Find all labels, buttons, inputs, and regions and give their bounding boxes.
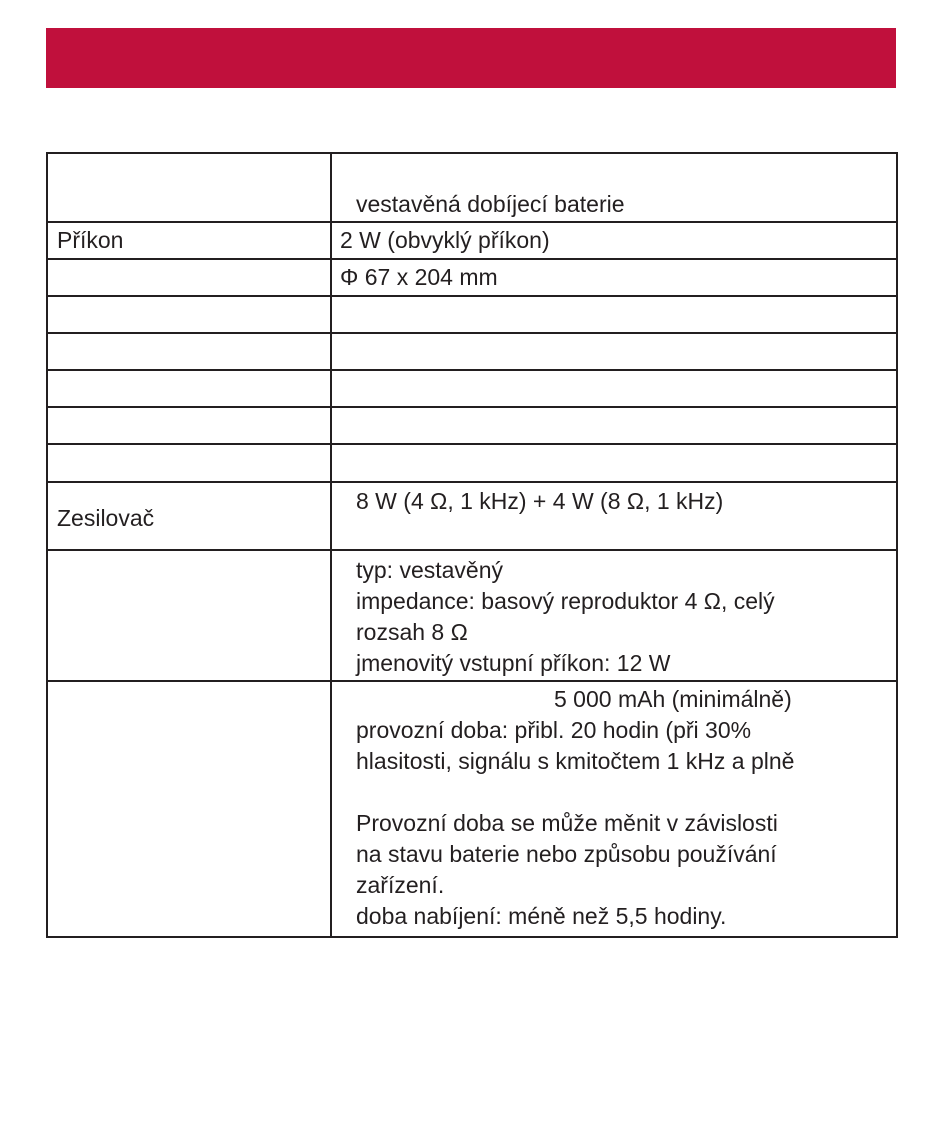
spec-value-text: vestavěná dobíjecí baterie: [356, 191, 625, 217]
spec-value: [331, 407, 897, 444]
table-row: [47, 550, 897, 681]
spec-value-line: 5 000 mAh (minimálně): [554, 686, 792, 712]
table-row: [47, 407, 897, 444]
spec-value-power: 2 W (obvyklý příkon): [331, 222, 897, 259]
spec-value: [331, 370, 897, 407]
spec-label: [47, 444, 331, 482]
spec-value-line: Provozní doba se může měnit v závislosti: [356, 810, 778, 836]
spec-value-line: typ: vestavěný: [356, 557, 504, 583]
spec-label: [47, 296, 331, 333]
spec-value-battery-details: [331, 681, 897, 937]
spec-value-battery: [331, 153, 897, 222]
spec-label: [47, 407, 331, 444]
spec-value-line: hlasitosti, signálu s kmitočtem 1 kHz a plně: [356, 748, 795, 774]
spec-value-line: rozsah 8 Ω: [356, 619, 468, 645]
table-row: [47, 259, 897, 296]
spec-value-speaker: [331, 550, 897, 681]
table-row: [47, 444, 897, 482]
spec-label: [47, 259, 331, 296]
spec-value-line: provozní doba: přibl. 20 hodin (při 30%: [356, 717, 752, 743]
spec-label-power: Příkon: [47, 222, 331, 259]
table-row: [47, 153, 897, 222]
spec-value: [331, 333, 897, 370]
spec-value: [331, 296, 897, 333]
spec-value-line: impedance: basový reproduktor 4 Ω, celý: [356, 588, 775, 614]
header-bar: [46, 28, 896, 88]
spec-value-line: zařízení.: [356, 872, 445, 898]
spec-value-line: jmenovitý vstupní příkon: 12 W: [356, 650, 671, 676]
spec-label-amplifier: Zesilovač: [47, 482, 331, 550]
table-row: [47, 370, 897, 407]
spec-value-text: 8 W (4 Ω, 1 kHz) + 4 W (8 Ω, 1 kHz): [356, 488, 724, 514]
table-row: [47, 333, 897, 370]
spec-label: [47, 333, 331, 370]
spec-label: [47, 153, 331, 222]
spec-value-dimensions: Φ 67 x 204 mm: [331, 259, 897, 296]
spec-label: [47, 681, 331, 937]
table-row: [47, 296, 897, 333]
spec-label: [47, 550, 331, 681]
table-row: [47, 681, 897, 937]
spec-value-line: doba nabíjení: méně než 5,5 hodiny.: [356, 903, 727, 929]
specifications-table: [46, 152, 898, 938]
spec-value-gap: [356, 777, 896, 808]
table-row: [47, 482, 897, 550]
table-row: [47, 222, 897, 259]
spec-value-line: na stavu baterie nebo způsobu používání: [356, 841, 777, 867]
spec-value: [331, 444, 897, 482]
spec-value-amplifier: [331, 482, 897, 550]
spec-label: [47, 370, 331, 407]
